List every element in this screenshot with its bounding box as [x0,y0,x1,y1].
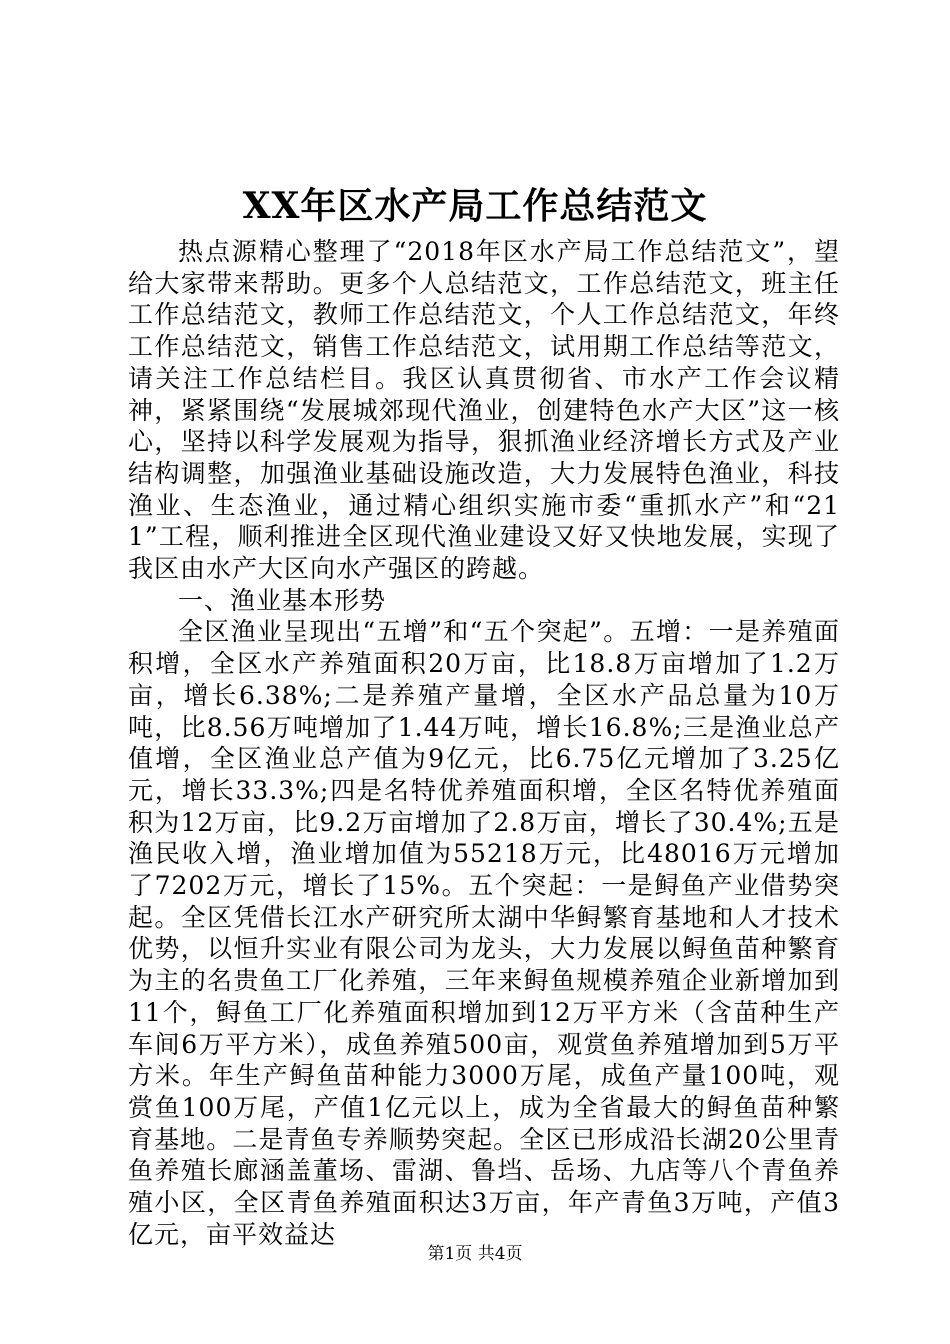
page-footer: 第1页 共4页 [427,1244,523,1264]
document-title: XX年区水产局工作总结范文 [242,185,708,227]
document-body [128,236,840,1251]
intro-paragraph: 热点源精心整理了“2018年区水产局工作总结范文”，望给大家带来帮助。更多个人总结范文，工作总结范文，班主任工作总结范文，教师工作总结范文，个人工作总结范文，年终工作总结范文，销售工作总结范文，试用期工作总结等范文，请关注工作总结栏目。我区认真贯彻省、市水产工作会议精神，紧紧围绕“发展城郊现代渔业，创建特色水产大区”这一核心，坚持以科学发展观为指导，狠抓渔业经济增长方式及产业结构调整，加强渔业基础设施改造，大力发展特色渔业，科技渔业、生态渔业，通过精心组织实施市委“重抓水产”和“211”工程，顺利推进全区现代渔业建设又好又快地发展，实现了我区由水产大区向水产强区的跨越。 [128,237,840,584]
section-heading: 一、渔业基本形势 [178,585,387,615]
section-paragraph: 全区渔业呈现出“五增”和“五个突起”。五增：一是养殖面积增，全区水产养殖面积20万亩，比18.8万亩增加了1.2万亩，增长6.38%;二是养殖产量增，全区水产品总量为10万吨，比8.56万吨增加了1.44万吨，增长16.8%;三是渔业总产值增，全区渔业总产值为9亿元，比6.75亿元增加了3.25亿元，增长33.3%;四是名特优养殖面积增，全区名特优养殖面积为12万亩，比9.2万亩增加了2.8万亩，增长了30.4%;五是渔民收入增，渔业增加值为55218万元，比48016万元增加了7202万元，增长了15%。五个突起：一是鲟鱼产业借势突起。全区凭借长江水产研究所太湖中华鲟繁育基地和人才技术优势，以恒升实业有限公司为龙头，大力发展以鲟鱼苗种繁育为主的名贵鱼工厂化养殖，三年来鲟鱼规模养殖企业新增加到11个，鲟鱼工厂化养殖面积增加到12万平方米（含苗种生产车间6万平方米），成鱼养殖500亩，观赏鱼养殖增加到5万平方米。年生产鲟鱼苗种能力3000万尾，成鱼产量100吨，观赏鱼100万尾，产值1亿元以上，成为全省最大的鲟鱼苗种繁育基地。二是青鱼专养顺势突起。全区已形成沿长湖20公里青鱼养殖长廊涵盖董场、雷湖、鲁垱、岳场、九店等八个青鱼养殖小区，全区青鱼养殖面积达3万亩，年产青鱼3万吨，产值3亿元，亩平效益达 [128,617,840,1249]
